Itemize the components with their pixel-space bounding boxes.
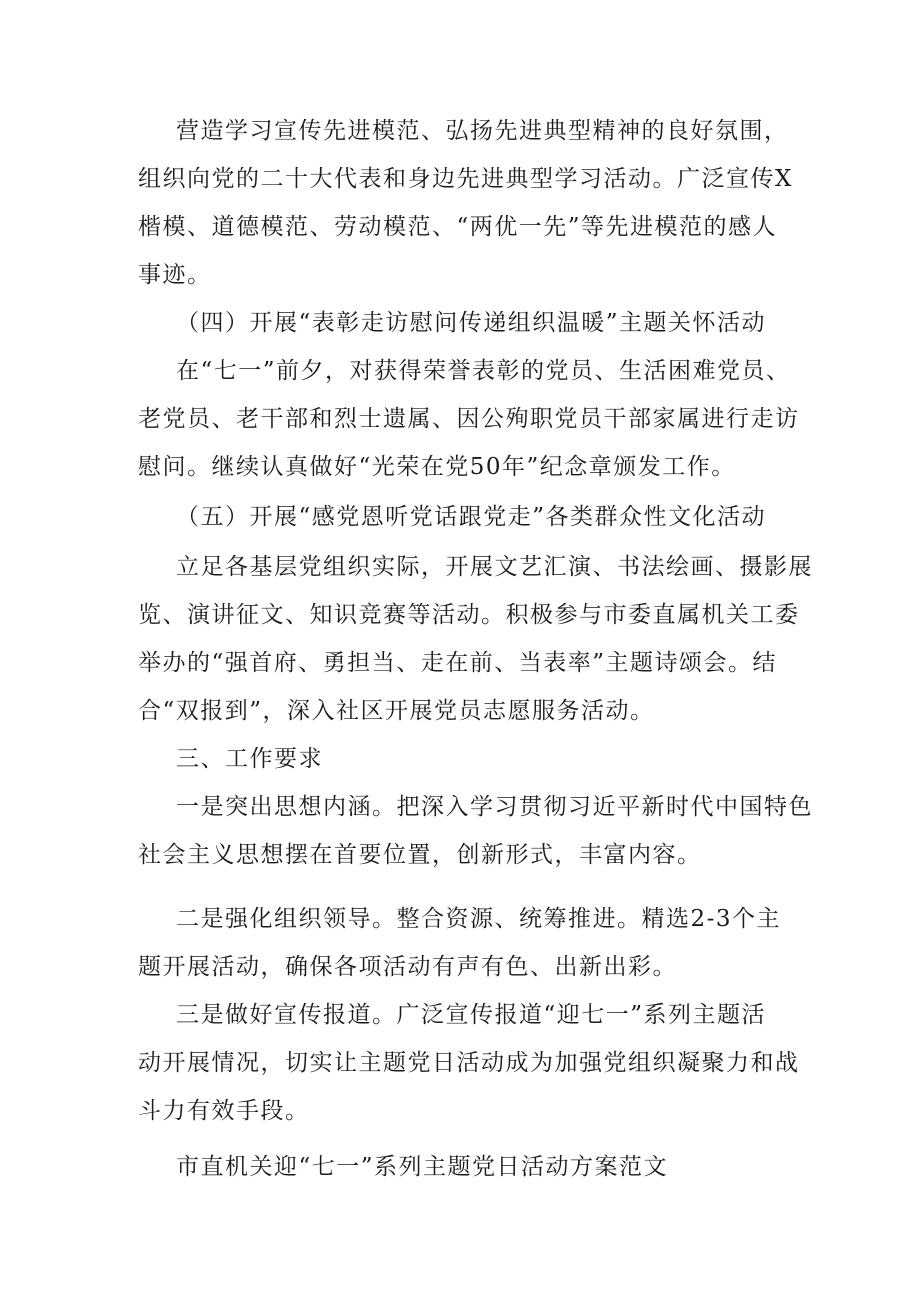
paragraph-2-line-1: 在“七一”前夕，对获得荣誉表彰的党员、生活困难党员、: [176, 358, 791, 384]
paragraph-1-line-3: 楷模、道德模范、劳动模范、“两优一先”等先进模范的感人: [138, 214, 778, 240]
paragraph-2-line-3: 慰问。继续认真做好“光荣在党50年”纪念章颁发工作。: [138, 454, 736, 480]
section-heading-4: （四）开展“表彰走访慰问传递组织温暖”主题关怀活动: [176, 310, 767, 336]
paragraph-3-line-3: 举办的“强首府、勇担当、走在前、当表率”主题诗颂会。结: [138, 650, 778, 676]
paragraph-6-line-2: 动开展情况，切实让主题党日活动成为加强党组织凝聚力和战: [138, 1050, 800, 1076]
paragraph-6-line-3: 斗力有效手段。: [138, 1098, 310, 1124]
paragraph-1-line-1: 营造学习宣传先进模范、弘扬先进典型精神的良好氛围，: [176, 118, 789, 144]
paragraph-1-line-2: 组织向党的二十大代表和身边先进典型学习活动。广泛宣传X: [138, 166, 793, 192]
paragraph-3-line-2: 览、演讲征文、知识竞赛等活动。积极参与市委直属机关工委: [138, 602, 800, 628]
document-title: 市直机关迎“七一”系列主题党日活动方案范文: [176, 1154, 669, 1180]
section-heading-3: 三、工作要求: [176, 746, 323, 772]
paragraph-2-line-2: 老党员、老干部和烈士遗属、因公殉职党员干部家属进行走访: [138, 406, 800, 432]
paragraph-1-line-4: 事迹。: [138, 262, 212, 288]
paragraph-4-line-1: 一是突出思想内涵。把深入学习贯彻习近平新时代中国特色: [176, 794, 813, 820]
paragraph-3-line-1: 立足各基层党组织实际，开展文艺汇演、书法绘画、摄影展: [176, 554, 813, 580]
paragraph-5-line-2: 题开展活动，确保各项活动有声有色、出新出彩。: [138, 954, 677, 980]
paragraph-4-line-2: 社会主义思想摆在首要位置，创新形式，丰富内容。: [138, 842, 702, 868]
section-heading-5: （五）开展“感党恩听党话跟党走”各类群众性文化活动: [176, 504, 767, 530]
paragraph-6-line-1: 三是做好宣传报道。广泛宣传报道“迎七一”系列主题活: [176, 1002, 767, 1028]
paragraph-3-line-4: 合“双报到”，深入社区开展党员志愿服务活动。: [138, 698, 655, 724]
paragraph-5-line-1: 二是强化组织领导。整合资源、统筹推进。精选2-3个主: [176, 906, 782, 932]
